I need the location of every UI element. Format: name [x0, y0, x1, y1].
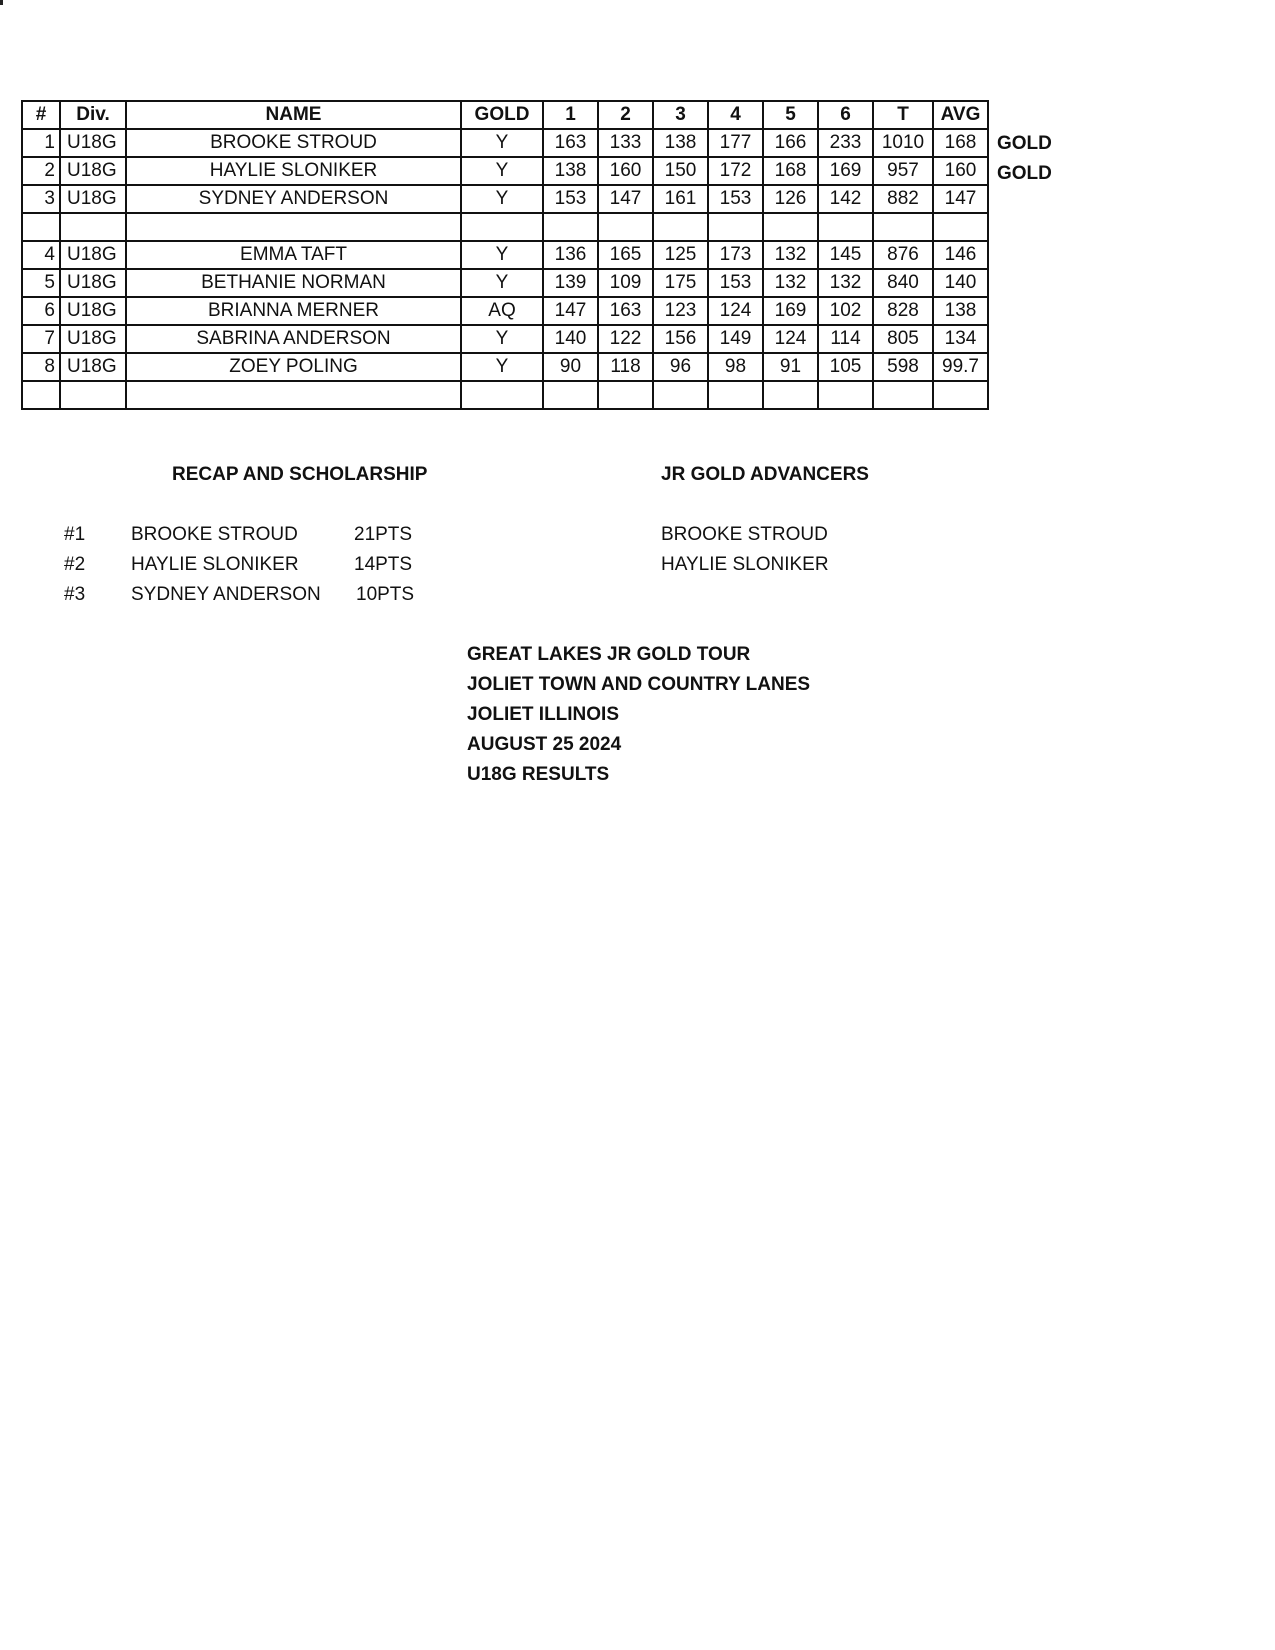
cell-gold: Y [461, 241, 543, 269]
cell-division: U18G [60, 269, 126, 297]
cell-average: 134 [933, 325, 988, 353]
recap-entry [0, 524, 600, 554]
cell-total: 828 [873, 297, 933, 325]
cell-game-6: 142 [818, 185, 873, 213]
header-name: NAME [126, 101, 461, 129]
cell-game-4: 124 [708, 297, 763, 325]
cell-rank: 5 [22, 269, 60, 297]
cell-name: ZOEY POLING [126, 353, 461, 381]
header-game-4: 4 [708, 101, 763, 129]
header-game-5: 5 [763, 101, 818, 129]
header-total: T [873, 101, 933, 129]
cell-average: 140 [933, 269, 988, 297]
cell-gold: Y [461, 129, 543, 157]
cell-rank: 6 [22, 297, 60, 325]
cell-game-1: 153 [543, 185, 598, 213]
cell-division: U18G [60, 353, 126, 381]
cell-game-2 [598, 213, 653, 241]
cell-average: 99.7 [933, 353, 988, 381]
recap-entry [0, 584, 600, 614]
table-row [22, 269, 988, 297]
cell-game-1: 140 [543, 325, 598, 353]
cell-rank: 2 [22, 157, 60, 185]
cell-game-5: 91 [763, 353, 818, 381]
cell-game-1 [543, 213, 598, 241]
cell-total: 957 [873, 157, 933, 185]
cell-division: U18G [60, 157, 126, 185]
recap-name: SYDNEY ANDERSON [131, 584, 321, 605]
cell-game-5: 124 [763, 325, 818, 353]
cell-gold [461, 381, 543, 409]
cell-game-4: 153 [708, 185, 763, 213]
table-row [22, 325, 988, 353]
cell-name: BRIANNA MERNER [126, 297, 461, 325]
cell-rank: 7 [22, 325, 60, 353]
cell-rank [22, 213, 60, 241]
header-game-2: 2 [598, 101, 653, 129]
cell-game-2: 165 [598, 241, 653, 269]
table-row-empty [22, 213, 988, 241]
cell-division: U18G [60, 297, 126, 325]
cell-game-5: 166 [763, 129, 818, 157]
cell-game-1: 138 [543, 157, 598, 185]
header-rank: # [22, 101, 60, 129]
cell-game-3 [653, 213, 708, 241]
advancer-name: BROOKE STROUD [661, 524, 828, 545]
event-results-title: U18G RESULTS [467, 764, 610, 785]
cell-game-5 [763, 381, 818, 409]
cell-game-3 [653, 381, 708, 409]
advancers-heading: JR GOLD ADVANCERS [661, 464, 869, 485]
cell-game-2: 163 [598, 297, 653, 325]
cell-total: 882 [873, 185, 933, 213]
header-game-6: 6 [818, 101, 873, 129]
cell-gold: Y [461, 269, 543, 297]
gold-tag-row-1: GOLD [997, 133, 1052, 154]
cell-game-6: 132 [818, 269, 873, 297]
scan-mark [0, 0, 3, 5]
cell-game-6: 233 [818, 129, 873, 157]
recap-rank: #1 [64, 524, 86, 545]
recap-heading: RECAP AND SCHOLARSHIP [172, 464, 428, 485]
advancer-name: HAYLIE SLONIKER [661, 554, 829, 575]
cell-name: BROOKE STROUD [126, 129, 461, 157]
cell-total: 840 [873, 269, 933, 297]
cell-total: 876 [873, 241, 933, 269]
cell-total: 805 [873, 325, 933, 353]
cell-game-4: 173 [708, 241, 763, 269]
gold-tag-row-2: GOLD [997, 163, 1052, 184]
cell-division: U18G [60, 325, 126, 353]
cell-gold: Y [461, 325, 543, 353]
cell-game-2 [598, 381, 653, 409]
cell-total [873, 213, 933, 241]
cell-game-3: 156 [653, 325, 708, 353]
cell-division [60, 213, 126, 241]
cell-game-5: 126 [763, 185, 818, 213]
cell-gold: Y [461, 353, 543, 381]
cell-average: 146 [933, 241, 988, 269]
recap-points: 10PTS [356, 584, 415, 605]
cell-division: U18G [60, 129, 126, 157]
cell-rank: 1 [22, 129, 60, 157]
cell-game-4: 153 [708, 269, 763, 297]
event-location: JOLIET ILLINOIS [467, 704, 620, 725]
cell-game-4: 149 [708, 325, 763, 353]
cell-average [933, 381, 988, 409]
event-date: AUGUST 25 2024 [467, 734, 622, 755]
cell-total [873, 381, 933, 409]
table-row [22, 241, 988, 269]
cell-total: 1010 [873, 129, 933, 157]
cell-game-4: 172 [708, 157, 763, 185]
recap-rank: #3 [64, 584, 86, 605]
header-game-1: 1 [543, 101, 598, 129]
cell-game-3: 96 [653, 353, 708, 381]
header-gold: GOLD [461, 101, 543, 129]
cell-division [60, 381, 126, 409]
cell-game-3: 125 [653, 241, 708, 269]
cell-name: BETHANIE NORMAN [126, 269, 461, 297]
cell-average [933, 213, 988, 241]
cell-game-2: 147 [598, 185, 653, 213]
cell-game-3: 138 [653, 129, 708, 157]
cell-game-4: 177 [708, 129, 763, 157]
table-row [22, 185, 988, 213]
cell-game-5: 132 [763, 269, 818, 297]
cell-game-6: 105 [818, 353, 873, 381]
cell-gold: AQ [461, 297, 543, 325]
cell-game-2: 160 [598, 157, 653, 185]
cell-game-6: 102 [818, 297, 873, 325]
cell-game-1: 147 [543, 297, 598, 325]
cell-average: 168 [933, 129, 988, 157]
event-tour-name: GREAT LAKES JR GOLD TOUR [467, 644, 751, 665]
cell-average: 160 [933, 157, 988, 185]
cell-gold: Y [461, 185, 543, 213]
recap-points: 21PTS [354, 524, 413, 545]
cell-game-6: 145 [818, 241, 873, 269]
cell-game-2: 133 [598, 129, 653, 157]
cell-game-4 [708, 213, 763, 241]
recap-entry [0, 554, 600, 584]
cell-game-2: 118 [598, 353, 653, 381]
cell-game-5: 169 [763, 297, 818, 325]
cell-game-1: 136 [543, 241, 598, 269]
cell-name: SABRINA ANDERSON [126, 325, 461, 353]
cell-game-6 [818, 381, 873, 409]
table-row [22, 129, 988, 157]
header-game-3: 3 [653, 101, 708, 129]
cell-game-2: 109 [598, 269, 653, 297]
header-division: Div. [60, 101, 126, 129]
table-row [22, 297, 988, 325]
cell-gold: Y [461, 157, 543, 185]
cell-rank: 8 [22, 353, 60, 381]
cell-division: U18G [60, 241, 126, 269]
cell-game-3: 175 [653, 269, 708, 297]
cell-division: U18G [60, 185, 126, 213]
cell-game-4: 98 [708, 353, 763, 381]
recap-points: 14PTS [354, 554, 413, 575]
cell-rank: 4 [22, 241, 60, 269]
cell-total: 598 [873, 353, 933, 381]
cell-game-5: 168 [763, 157, 818, 185]
cell-average: 138 [933, 297, 988, 325]
cell-game-1: 90 [543, 353, 598, 381]
event-venue: JOLIET TOWN AND COUNTRY LANES [467, 674, 811, 695]
recap-name: HAYLIE SLONIKER [131, 554, 299, 575]
cell-game-1: 139 [543, 269, 598, 297]
cell-average: 147 [933, 185, 988, 213]
cell-name: SYDNEY ANDERSON [126, 185, 461, 213]
cell-name [126, 381, 461, 409]
table-row [22, 157, 988, 185]
header-average: AVG [933, 101, 988, 129]
recap-rank: #2 [64, 554, 86, 575]
table-header-row [22, 101, 988, 129]
cell-game-3: 123 [653, 297, 708, 325]
cell-game-1: 163 [543, 129, 598, 157]
cell-game-6 [818, 213, 873, 241]
cell-game-6: 114 [818, 325, 873, 353]
cell-gold [461, 213, 543, 241]
cell-name [126, 213, 461, 241]
cell-rank [22, 381, 60, 409]
table-row [22, 353, 988, 381]
results-table [21, 100, 989, 410]
recap-name: BROOKE STROUD [131, 524, 298, 545]
cell-game-6: 169 [818, 157, 873, 185]
cell-rank: 3 [22, 185, 60, 213]
cell-name: EMMA TAFT [126, 241, 461, 269]
cell-game-4 [708, 381, 763, 409]
cell-game-5: 132 [763, 241, 818, 269]
cell-game-3: 150 [653, 157, 708, 185]
cell-game-2: 122 [598, 325, 653, 353]
cell-game-1 [543, 381, 598, 409]
cell-game-5 [763, 213, 818, 241]
cell-game-3: 161 [653, 185, 708, 213]
table-row-empty [22, 381, 988, 409]
cell-name: HAYLIE SLONIKER [126, 157, 461, 185]
